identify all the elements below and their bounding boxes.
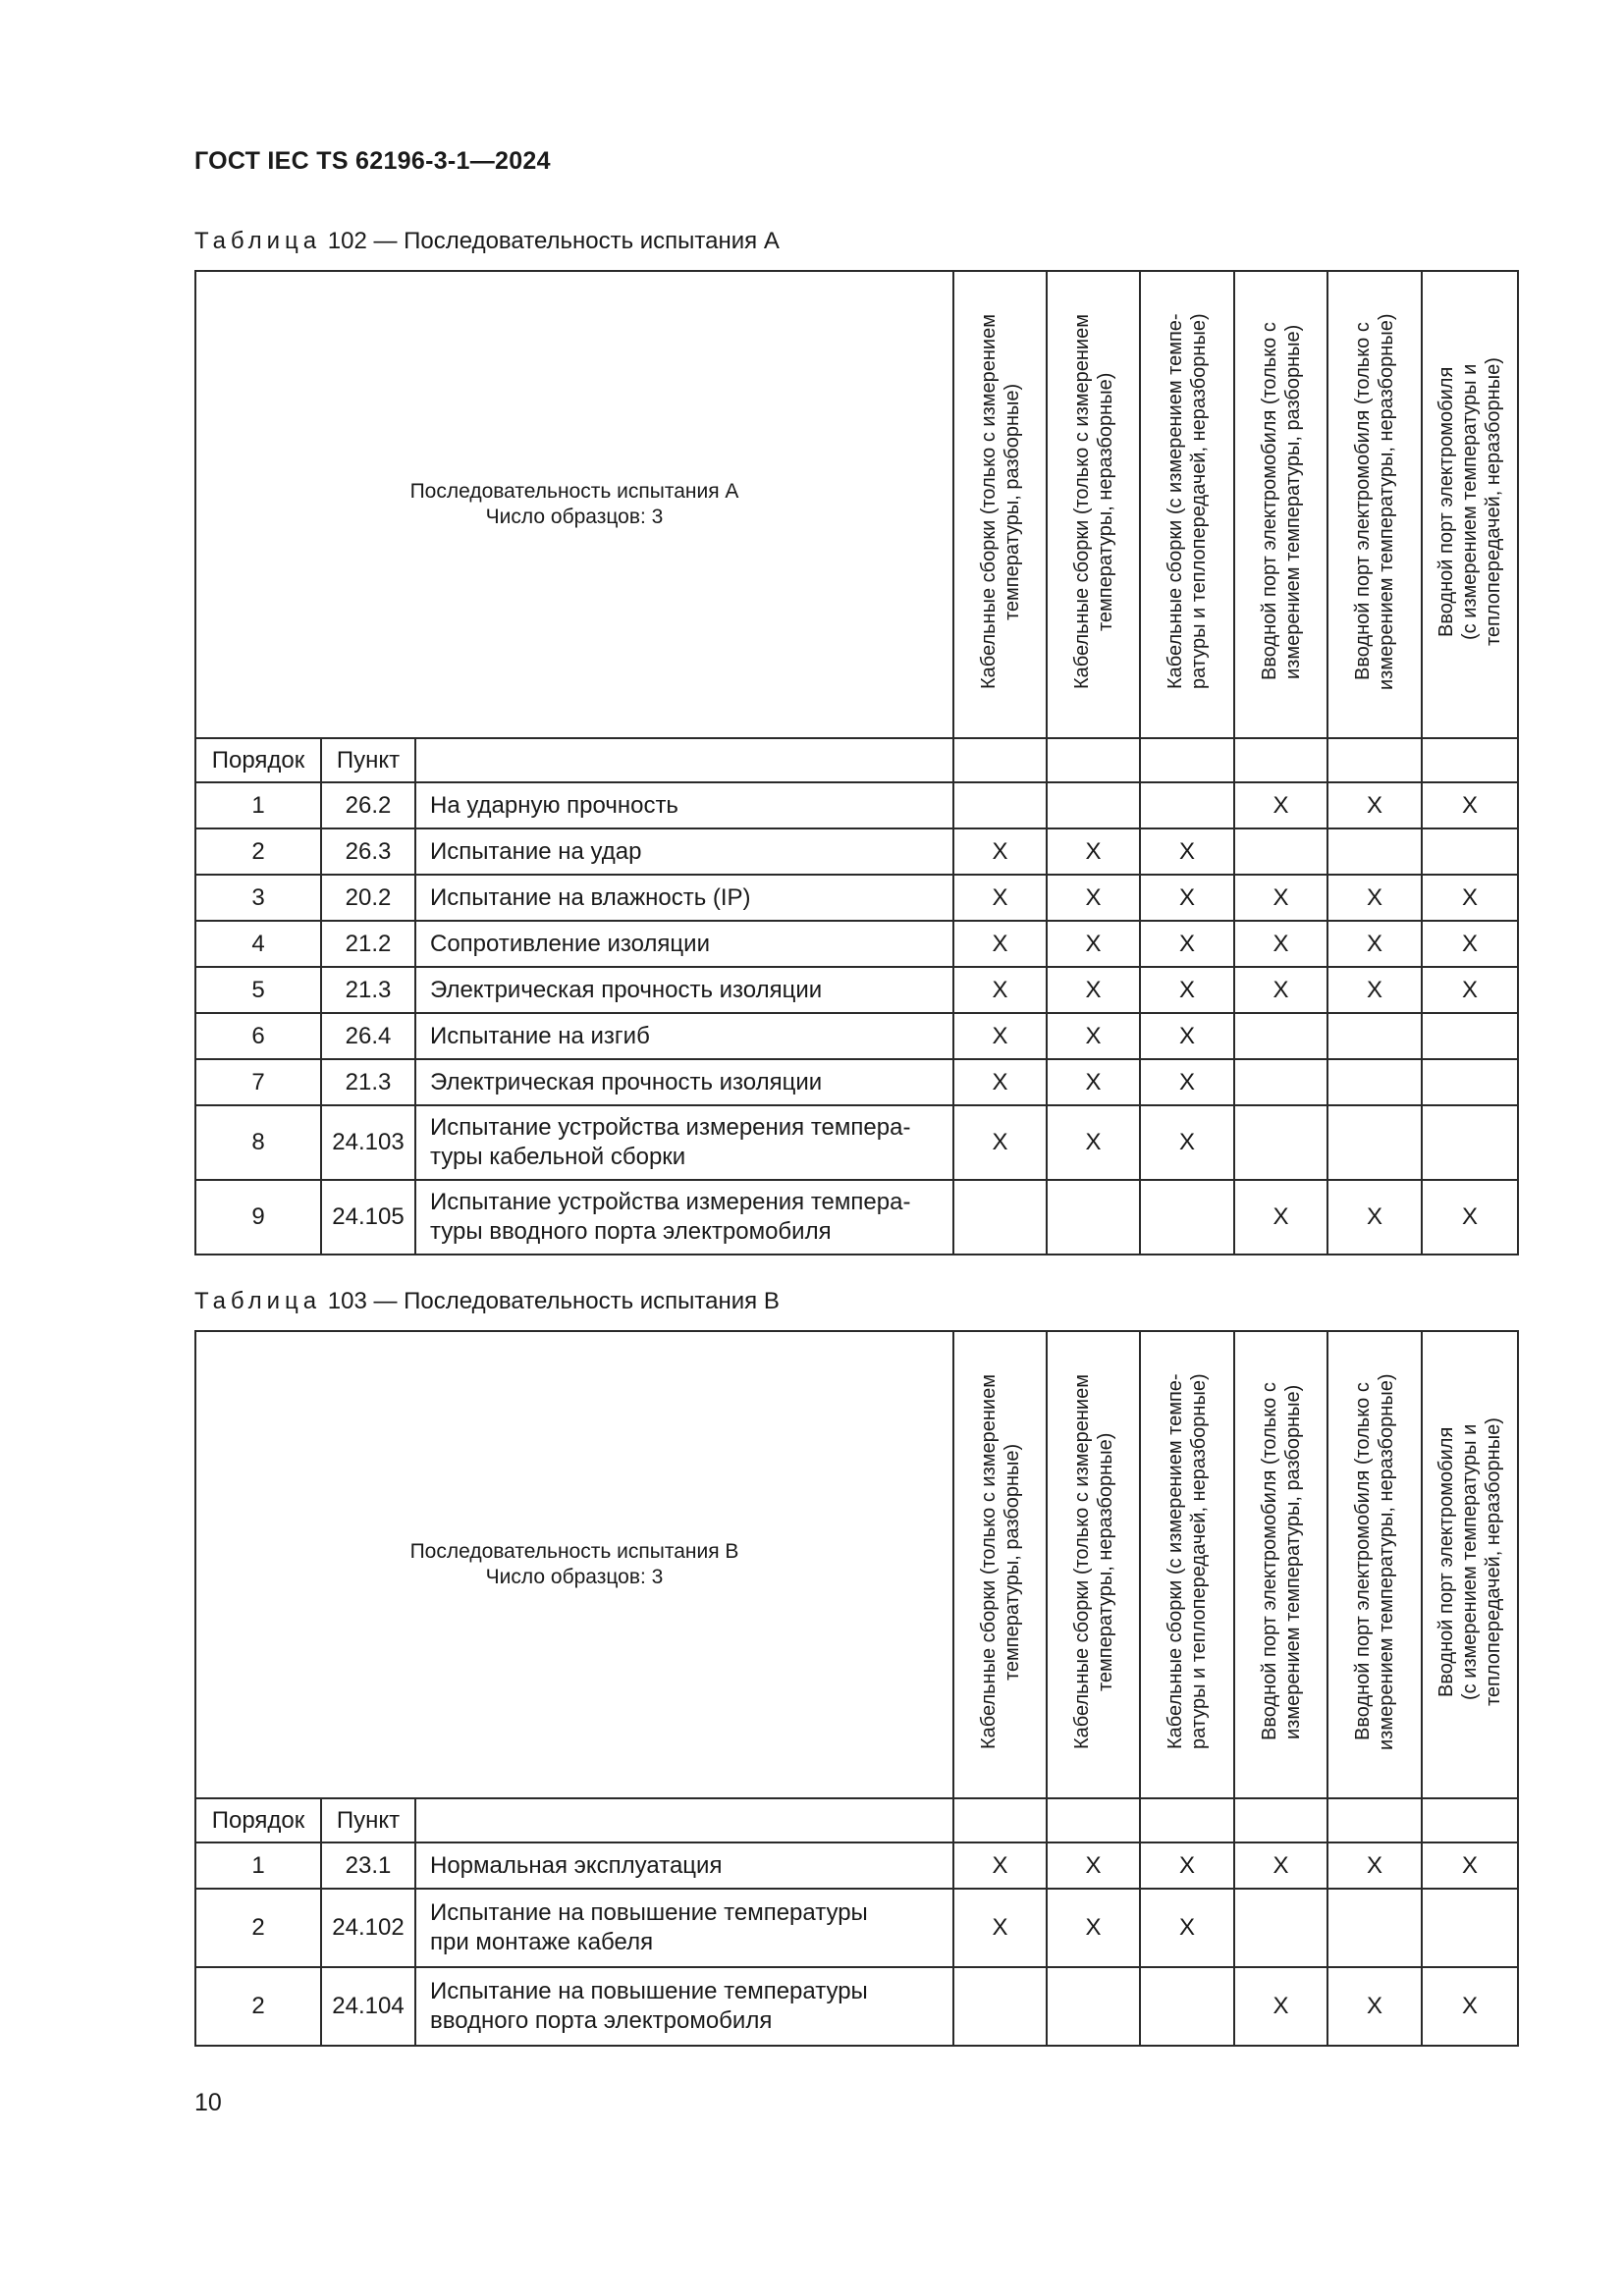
table-caption	[194, 228, 780, 255]
test-name-cell: Испытание на повышение температуры при монтаже кабеля	[415, 1889, 953, 1967]
caption-prefix: Таблица	[194, 1288, 322, 1314]
applicability-mark: X	[1047, 875, 1140, 921]
applicability-mark: X	[1140, 1059, 1234, 1105]
applicability-mark	[1234, 1013, 1327, 1059]
column-header-cell	[1327, 1331, 1422, 1798]
column-header: Вводной порт электромобиля (только с измерением температуры, неразборные)	[1352, 313, 1397, 690]
applicability-mark: X	[1327, 782, 1422, 828]
column-label-row	[195, 738, 1518, 782]
empty-cell	[415, 738, 953, 782]
table-title-cell	[195, 271, 953, 738]
applicability-mark	[1327, 828, 1422, 875]
applicability-mark	[1327, 1889, 1422, 1967]
header-row	[195, 271, 1518, 738]
column-header: Кабельные сборки (с измерением темпе- ратуры и теплопередачей, неразборные)	[1164, 1373, 1210, 1750]
applicability-mark: X	[1234, 782, 1327, 828]
table-row	[195, 1967, 1518, 2046]
column-header: Вводной порт электромобиля (только с измерением температуры, разборные)	[1258, 1382, 1304, 1741]
applicability-mark: X	[1047, 828, 1140, 875]
applicability-mark: X	[1234, 921, 1327, 967]
order-cell: 1	[195, 1842, 321, 1889]
column-header-cell	[1047, 271, 1140, 738]
applicability-mark	[1327, 1059, 1422, 1105]
column-header: Кабельные сборки (с измерением темпе- ратуры и теплопередачей, неразборные)	[1164, 313, 1210, 690]
applicability-mark: X	[1422, 1180, 1518, 1255]
applicability-mark: X	[1234, 1842, 1327, 1889]
applicability-mark: X	[1422, 782, 1518, 828]
applicability-mark: X	[1140, 1889, 1234, 1967]
applicability-mark	[1234, 1889, 1327, 1967]
test-name-cell: Испытание устройства измерения темпера- туры кабельной сборки	[415, 1105, 953, 1180]
clause-cell: 26.4	[321, 1013, 415, 1059]
applicability-mark: X	[1422, 921, 1518, 967]
applicability-mark	[953, 1180, 1047, 1255]
clause-cell: 26.3	[321, 828, 415, 875]
column-header: Кабельные сборки (только с измерением температуры, разборные)	[977, 314, 1023, 689]
test-name-cell: Электрическая прочность изоляции	[415, 1059, 953, 1105]
table-title: Последовательность испытания А	[409, 480, 739, 503]
empty-cell	[1422, 1798, 1518, 1842]
test-sequence-table	[194, 270, 1519, 1255]
applicability-mark	[1234, 828, 1327, 875]
header-row	[195, 1331, 1518, 1798]
order-cell: 2	[195, 1967, 321, 2046]
empty-cell	[415, 1798, 953, 1842]
applicability-mark	[1140, 1967, 1234, 2046]
empty-cell	[1140, 1798, 1234, 1842]
test-sequence-table	[194, 1330, 1519, 2047]
applicability-mark: X	[1047, 1889, 1140, 1967]
column-header: Кабельные сборки (только с измерением температуры, неразборные)	[1070, 1374, 1116, 1749]
order-cell: 5	[195, 967, 321, 1013]
column-header: Вводной порт электромобиля (с измерением температуры и теплопередачей, неразборные)	[1435, 1417, 1504, 1706]
clause-cell: 24.103	[321, 1105, 415, 1180]
test-name-cell: Испытание на удар	[415, 828, 953, 875]
column-header-cell	[1422, 1331, 1518, 1798]
table-row	[195, 1889, 1518, 1967]
applicability-mark	[1422, 1059, 1518, 1105]
applicability-mark: X	[1047, 967, 1140, 1013]
applicability-mark: X	[1234, 1967, 1327, 2046]
clause-cell: 21.3	[321, 967, 415, 1013]
test-name-cell: Испытание устройства измерения темпера- туры вводного порта электромобиля	[415, 1180, 953, 1255]
applicability-mark: X	[1234, 967, 1327, 1013]
applicability-mark: X	[1047, 1059, 1140, 1105]
applicability-mark	[1047, 782, 1140, 828]
table-row	[195, 828, 1518, 875]
column-header-cell	[1422, 271, 1518, 738]
order-cell: 7	[195, 1059, 321, 1105]
test-name-cell: Сопротивление изоляции	[415, 921, 953, 967]
table-row	[195, 782, 1518, 828]
empty-cell	[953, 1798, 1047, 1842]
applicability-mark	[1140, 782, 1234, 828]
applicability-mark: X	[953, 1889, 1047, 1967]
empty-cell	[1234, 738, 1327, 782]
applicability-mark: X	[1422, 1967, 1518, 2046]
column-header: Кабельные сборки (только с измерением температуры, неразборные)	[1070, 314, 1116, 689]
caption-prefix: Таблица	[194, 228, 322, 254]
applicability-mark	[1234, 1059, 1327, 1105]
applicability-mark: X	[953, 828, 1047, 875]
table-row	[195, 1013, 1518, 1059]
empty-cell	[1140, 738, 1234, 782]
test-name-cell: Испытание на повышение температуры вводного порта электромобиля	[415, 1967, 953, 2046]
applicability-mark: X	[1140, 1013, 1234, 1059]
test-name-cell: На ударную прочность	[415, 782, 953, 828]
empty-cell	[1327, 738, 1422, 782]
applicability-mark: X	[1327, 1842, 1422, 1889]
applicability-mark: X	[1047, 1105, 1140, 1180]
sample-count: Число образцов: 3	[485, 1566, 664, 1588]
column-header-cell	[1327, 271, 1422, 738]
test-name-cell: Нормальная эксплуатация	[415, 1842, 953, 1889]
table-row	[195, 1842, 1518, 1889]
applicability-mark	[1234, 1105, 1327, 1180]
applicability-mark	[1422, 1105, 1518, 1180]
applicability-mark: X	[1327, 921, 1422, 967]
applicability-mark: X	[953, 1013, 1047, 1059]
applicability-mark	[1422, 828, 1518, 875]
column-header-cell	[1234, 1331, 1327, 1798]
document-code: ГОСТ IEC TS 62196-3-1—2024	[194, 147, 551, 175]
applicability-mark: X	[1047, 1013, 1140, 1059]
applicability-mark	[953, 1967, 1047, 2046]
applicability-mark: X	[1327, 1180, 1422, 1255]
clause-cell: 26.2	[321, 782, 415, 828]
column-label-row	[195, 1798, 1518, 1842]
table-title: Последовательность испытания В	[409, 1540, 739, 1563]
applicability-mark: X	[1422, 875, 1518, 921]
applicability-mark: X	[1422, 1842, 1518, 1889]
clause-column-header: Пункт	[321, 738, 415, 782]
applicability-mark: X	[1140, 875, 1234, 921]
applicability-mark: X	[1327, 1967, 1422, 2046]
applicability-mark	[1047, 1967, 1140, 2046]
applicability-mark: X	[1047, 1842, 1140, 1889]
table-body	[195, 271, 1518, 1255]
table-title-cell	[195, 1331, 953, 1798]
applicability-mark	[953, 782, 1047, 828]
table-body	[195, 1331, 1518, 2046]
applicability-mark	[1422, 1013, 1518, 1059]
test-name-cell: Испытание на влажность (IP)	[415, 875, 953, 921]
applicability-mark	[1327, 1013, 1422, 1059]
applicability-mark: X	[1140, 1842, 1234, 1889]
applicability-mark: X	[1327, 875, 1422, 921]
applicability-mark	[1047, 1180, 1140, 1255]
applicability-mark: X	[953, 875, 1047, 921]
test-name-cell: Электрическая прочность изоляции	[415, 967, 953, 1013]
clause-cell: 24.104	[321, 1967, 415, 2046]
sample-count: Число образцов: 3	[485, 506, 664, 528]
caption-text: 103 — Последовательность испытания В	[321, 1288, 780, 1314]
applicability-mark: X	[1140, 921, 1234, 967]
order-cell: 2	[195, 828, 321, 875]
column-header-cell	[1140, 271, 1234, 738]
applicability-mark	[1140, 1180, 1234, 1255]
empty-cell	[953, 738, 1047, 782]
column-header-cell	[1234, 271, 1327, 738]
column-header: Кабельные сборки (только с измерением температуры, разборные)	[977, 1374, 1023, 1749]
applicability-mark: X	[953, 921, 1047, 967]
empty-cell	[1327, 1798, 1422, 1842]
applicability-mark: X	[1327, 967, 1422, 1013]
order-cell: 9	[195, 1180, 321, 1255]
table-row	[195, 875, 1518, 921]
column-header-cell	[1140, 1331, 1234, 1798]
caption-text: 102 — Последовательность испытания А	[321, 228, 780, 254]
order-cell: 3	[195, 875, 321, 921]
column-header-cell	[953, 271, 1047, 738]
table-row	[195, 921, 1518, 967]
column-header: Вводной порт электромобиля (с измерением температуры и теплопередачей, неразборные)	[1435, 357, 1504, 646]
clause-cell: 21.3	[321, 1059, 415, 1105]
applicability-mark	[1327, 1105, 1422, 1180]
table-row	[195, 967, 1518, 1013]
clause-cell: 20.2	[321, 875, 415, 921]
clause-cell: 24.102	[321, 1889, 415, 1967]
column-header-cell	[953, 1331, 1047, 1798]
table-row	[195, 1105, 1518, 1180]
applicability-mark: X	[953, 967, 1047, 1013]
applicability-mark: X	[953, 1059, 1047, 1105]
column-header-cell	[1047, 1331, 1140, 1798]
table-caption	[194, 1288, 780, 1315]
order-cell: 1	[195, 782, 321, 828]
order-cell: 4	[195, 921, 321, 967]
empty-cell	[1047, 1798, 1140, 1842]
clause-cell: 24.105	[321, 1180, 415, 1255]
clause-column-header: Пункт	[321, 1798, 415, 1842]
table-row	[195, 1180, 1518, 1255]
empty-cell	[1234, 1798, 1327, 1842]
applicability-mark: X	[1140, 828, 1234, 875]
order-cell: 6	[195, 1013, 321, 1059]
column-header: Вводной порт электромобиля (только с измерением температуры, неразборные)	[1352, 1373, 1397, 1750]
clause-cell: 21.2	[321, 921, 415, 967]
applicability-mark: X	[1047, 921, 1140, 967]
applicability-mark: X	[1234, 1180, 1327, 1255]
applicability-mark: X	[953, 1842, 1047, 1889]
applicability-mark: X	[1140, 1105, 1234, 1180]
table-row	[195, 1059, 1518, 1105]
order-cell: 8	[195, 1105, 321, 1180]
applicability-mark: X	[1234, 875, 1327, 921]
order-column-header: Порядок	[195, 738, 321, 782]
applicability-mark	[1422, 1889, 1518, 1967]
test-name-cell: Испытание на изгиб	[415, 1013, 953, 1059]
column-header: Вводной порт электромобиля (только с измерением температуры, разборные)	[1258, 322, 1304, 681]
applicability-mark: X	[1422, 967, 1518, 1013]
order-cell: 2	[195, 1889, 321, 1967]
clause-cell: 23.1	[321, 1842, 415, 1889]
empty-cell	[1422, 738, 1518, 782]
page-number: 10	[194, 2089, 222, 2116]
empty-cell	[1047, 738, 1140, 782]
order-column-header: Порядок	[195, 1798, 321, 1842]
applicability-mark: X	[953, 1105, 1047, 1180]
applicability-mark: X	[1140, 967, 1234, 1013]
